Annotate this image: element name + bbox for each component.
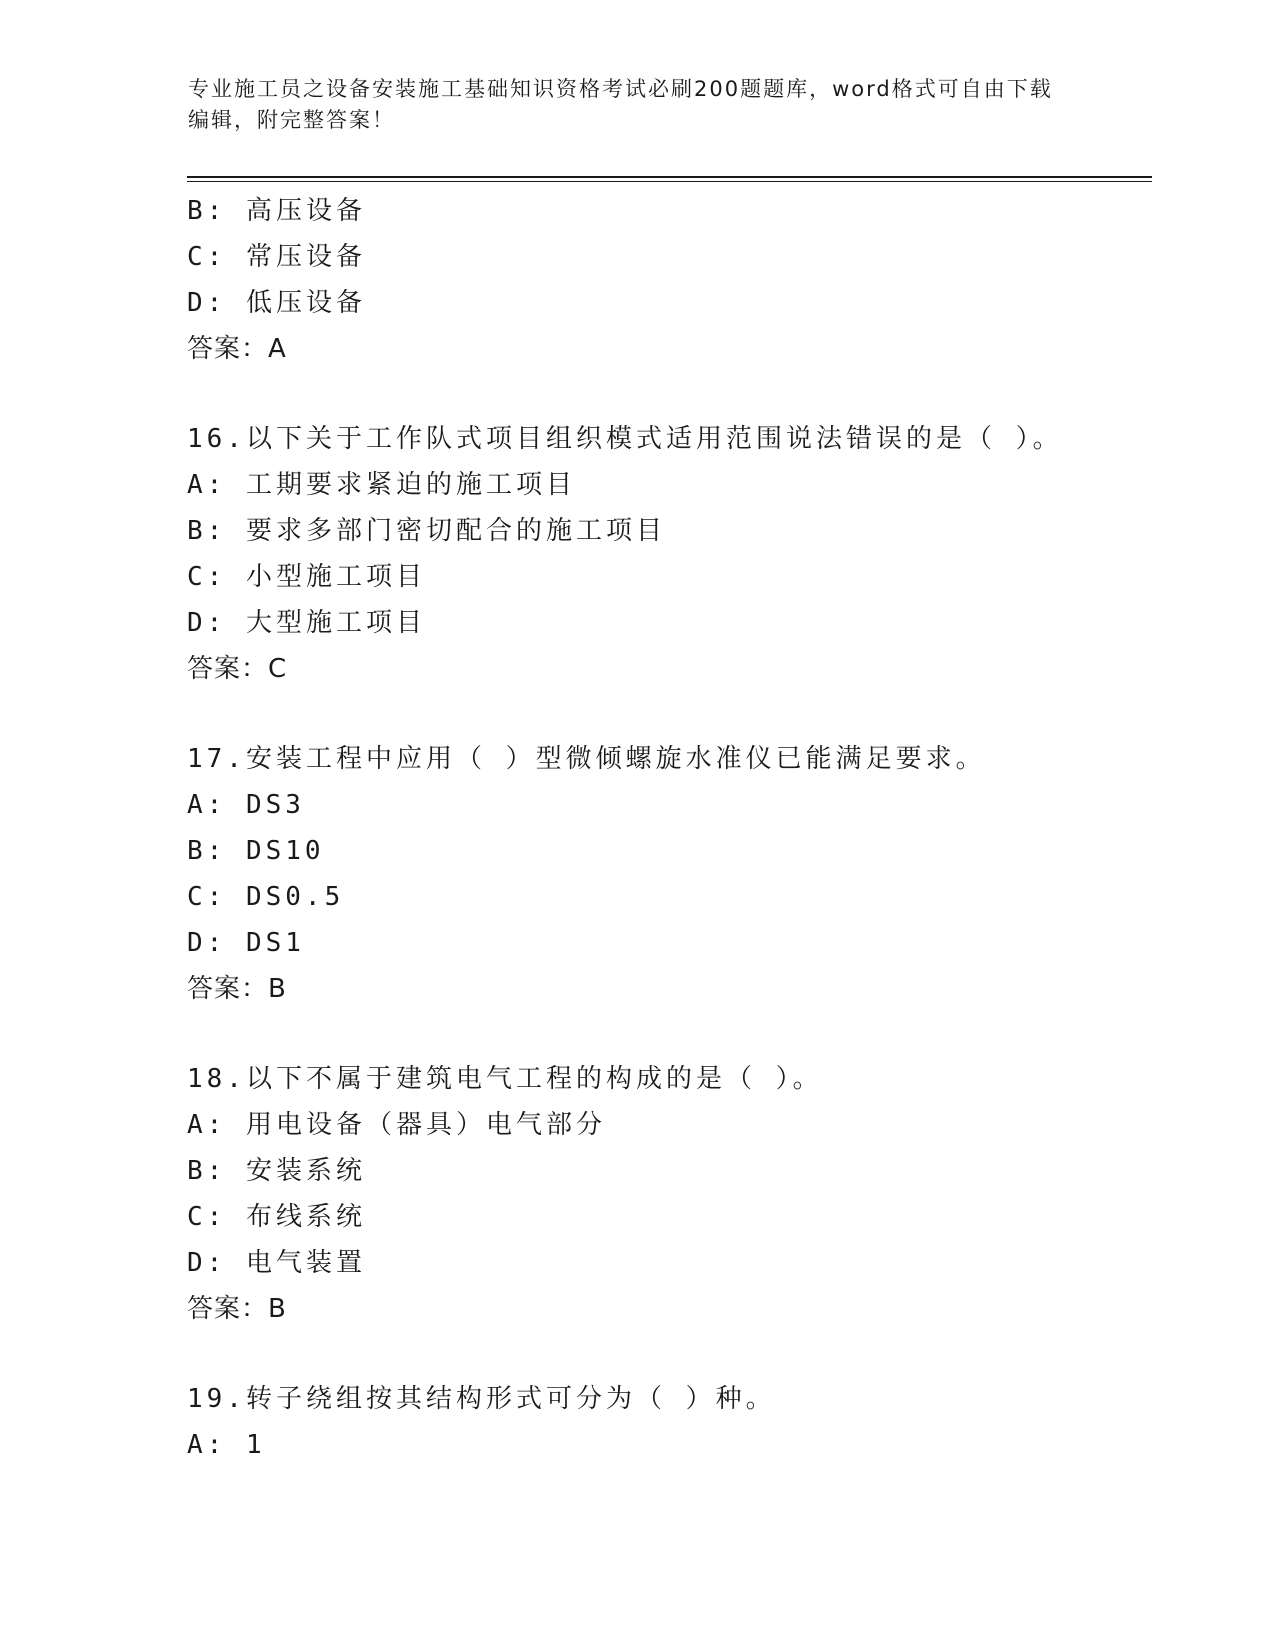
question-text: 16.以下关于工作队式项目组织模式适用范围说法错误的是（ ）。 — [187, 424, 1063, 454]
question-block — [187, 1376, 1152, 1468]
header-rule-thick — [187, 176, 1152, 178]
question-text: 18.以下不属于建筑电气工程的构成的是（ ）。 — [187, 1064, 823, 1094]
option-d: D: 电气装置 — [187, 1248, 366, 1278]
question-block — [187, 416, 1152, 692]
option-b: B: 高压设备 — [187, 196, 366, 226]
question-list — [187, 188, 1152, 1468]
option-a: A: 1 — [187, 1430, 266, 1460]
question-text: 19.转子绕组按其结构形式可分为（ ）种。 — [187, 1384, 776, 1414]
answer-line: 答案：A — [187, 334, 287, 364]
option-d: D: 低压设备 — [187, 288, 366, 318]
document-header: 专业施工员之设备安装施工基础知识资格考试必刷200题题库，word格式可自由下载编辑，附完整答案！ — [188, 77, 1053, 132]
option-d: D: DS1 — [187, 928, 305, 958]
option-b: B: 要求多部门密切配合的施工项目 — [187, 516, 666, 546]
option-c: C: 小型施工项目 — [187, 562, 426, 592]
question-block — [187, 736, 1152, 1012]
question-block — [187, 188, 1152, 372]
option-c: C: DS0.5 — [187, 882, 345, 912]
block-spacer — [187, 692, 1152, 736]
option-b: B: 安装系统 — [187, 1156, 366, 1186]
block-spacer — [187, 1332, 1152, 1376]
answer-line: 答案：B — [187, 1294, 287, 1324]
block-spacer — [187, 1012, 1152, 1056]
answer-line: 答案：B — [187, 974, 287, 1004]
option-d: D: 大型施工项目 — [187, 608, 426, 638]
option-b: B: DS10 — [187, 836, 325, 866]
question-text: 17.安装工程中应用（ ）型微倾螺旋水准仪已能满足要求。 — [187, 744, 986, 774]
option-c: C: 常压设备 — [187, 242, 366, 272]
option-c: C: 布线系统 — [187, 1202, 366, 1232]
question-block — [187, 1056, 1152, 1332]
answer-line: 答案：C — [187, 654, 288, 684]
header-rule-thin — [187, 181, 1152, 182]
option-a: A: 工期要求紧迫的施工项目 — [187, 470, 576, 500]
option-a: A: 用电设备（器具）电气部分 — [187, 1110, 606, 1140]
option-a: A: DS3 — [187, 790, 305, 820]
block-spacer — [187, 372, 1152, 416]
